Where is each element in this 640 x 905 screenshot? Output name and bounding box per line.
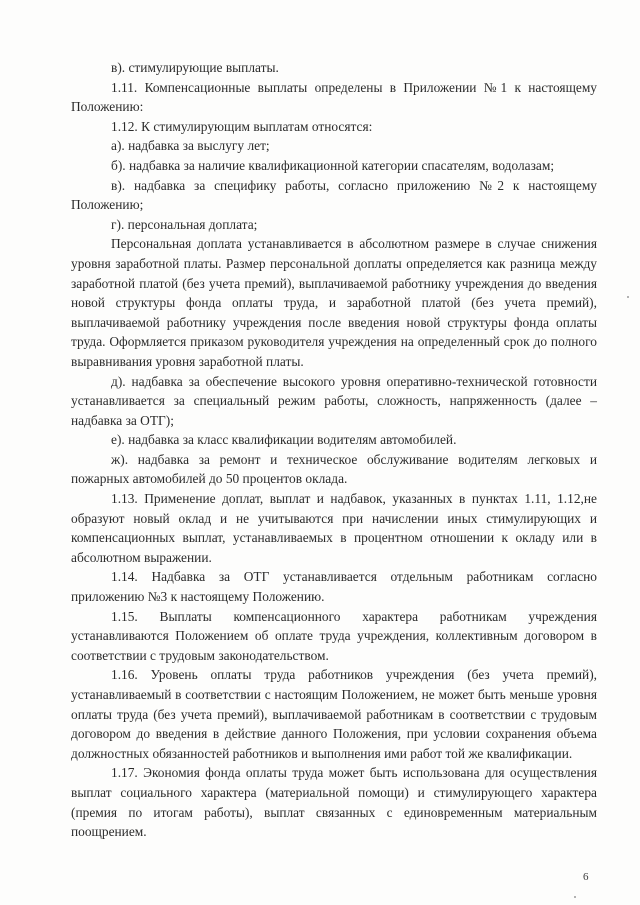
document-body bbox=[71, 58, 597, 842]
paragraph-item-g: г). персональная доплата; bbox=[111, 216, 258, 232]
paragraph-item-a: а). надбавка за выслугу лет; bbox=[111, 138, 270, 154]
paragraph-item-zh: ж). надбавка за ремонт и техническое обслуживание водителям легковых и пожарных автомобилей до 50 процентов оклада. bbox=[71, 451, 597, 487]
paragraph-personal-bonus: Персональная доплата устанавливается в абсолютном размере в случае снижения уровня заработной платы. Размер персональной доплаты определяется как разница между заработной платой (без учета премий), выплачиваемой работнику учреждения до введения новой структуры фонда оплаты труда, и заработной платой (без учета премий), выплачиваемой работнику учреждения после введения новой структуры фонда оплаты труда. Оформляется приказом руководителя учреждения на определенный срок до полного выравнивания уровня заработной платы. bbox=[71, 236, 597, 369]
paragraph-stimulating-payments: в). стимулирующие выплаты. bbox=[111, 60, 279, 75]
paragraph-1-11: 1.11. Компенсационные выплаты определены в Приложении №1 к настоящему Положению: bbox=[71, 79, 597, 115]
scan-speck bbox=[627, 296, 629, 298]
paragraph-1-14: 1.14. Надбавка за ОТГ устанавливается отдельным работникам согласно приложению №3 к настоящему Положению. bbox=[71, 569, 597, 605]
paragraph-item-d: д). надбавка за обеспечение высокого уровня оперативно-технической готовности устанавливается за специальный режим работы, сложность, напряженность (далее – надбавка за ОТГ); bbox=[71, 373, 597, 428]
paragraph-1-16: 1.16. Уровень оплаты труда работников учреждения (без учета премий), устанавливаемый в соответствии с настоящим Положением, не может быть меньше уровня оплаты труда (без учета премий), выплачиваемой работникам в соответствии с трудовым договором до введения в действие данного Положения, при условии сохранения объема должностных обязанностей работников и выполнения ими работ той же квалификации. bbox=[71, 667, 597, 761]
paragraph-1-17: 1.17. Экономия фонда оплаты труда может быть использована для осуществления выплат социального характера (материальной помощи) и стимулирующего характера (премия по итогам работы), выплат связанных с единовременным материальным поощрением. bbox=[71, 765, 597, 840]
paragraph-item-b: б). надбавка за наличие квалификационной категории спасателям, водолазам; bbox=[111, 157, 555, 173]
paragraph-item-v: в). надбавка за специфику работы, согласно приложению №2 к настоящему Положению; bbox=[71, 177, 597, 213]
paragraph-item-e: е). надбавка за класс квалификации водителям автомобилей. bbox=[111, 432, 457, 448]
paragraph-1-13: 1.13. Применение доплат, выплат и надбавок, указанных в пунктах 1.11, 1.12,не образуют новый оклад и не учитываются при начислении иных стимулирующих и компенсационных выплат, устанавливаемых в процентном отношении к окладу или в абсолютном выражении. bbox=[71, 491, 597, 565]
scan-speck bbox=[574, 896, 576, 898]
paragraph-1-12: 1.12. К стимулирующим выплатам относятся: bbox=[111, 118, 373, 134]
page-number: 6 bbox=[583, 871, 589, 883]
paragraph-1-15: 1.15. Выплаты компенсационного характера работникам учреждения устанавливаются Положением об оплате труда учреждения, коллективным договором в соответствии с трудовым законодательством. bbox=[71, 608, 597, 663]
